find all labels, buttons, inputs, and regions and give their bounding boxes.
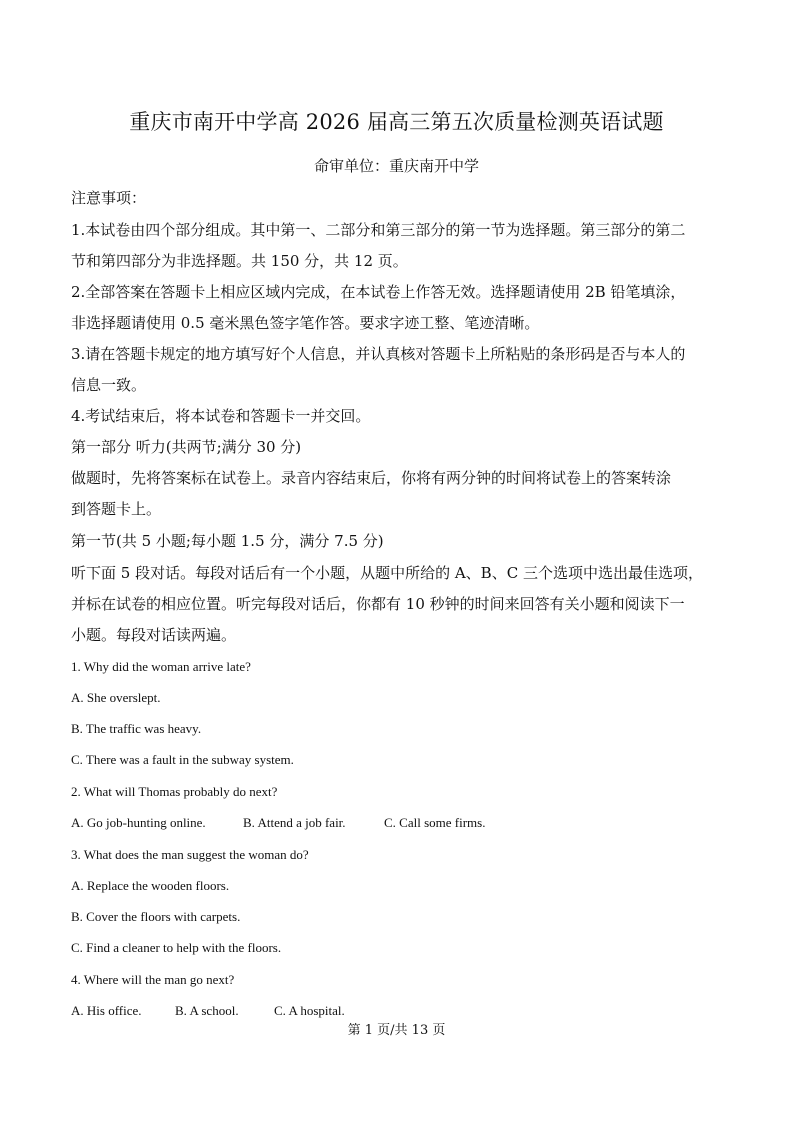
question-1-option-b: B. The traffic was heavy. <box>71 721 202 736</box>
section1-instructions-line-1: 听下面 5 段对话。每段对话后有一个小题，从题中所给的 A、B、C 三个选项中选出最佳选项， <box>71 564 703 582</box>
question-2-option-c: C. Call some firms. <box>384 815 486 830</box>
document-title: 重庆市南开中学高 2026 届高三第五次质量检测英语试题 <box>129 110 664 134</box>
question-3-option-b: B. Cover the floors with carpets. <box>71 909 241 924</box>
notice-2-line-2: 非选择题请使用 0.5 毫米黑色签字笔作答。要求字迹工整、笔迹清晰。 <box>71 314 540 332</box>
notice-2-line-1: 2.全部答案在答题卡上相应区域内完成，在本试卷上作答无效。选择题请使用 2B 铅笔填涂， <box>71 283 686 301</box>
question-3-option-a: A. Replace the wooden floors. <box>71 878 230 893</box>
notice-1-line-2: 节和第四部分为非选择题。共 150 分，共 12 页。 <box>71 252 408 270</box>
notice-3-line-1: 3.请在答题卡规定的地方填写好个人信息，并认真核对答题卡上所粘贴的条形码是否与本人的 <box>71 345 686 363</box>
question-4-stem: 4. Where will the man go next? <box>71 972 235 987</box>
question-4-option-b: B. A school. <box>175 1003 239 1018</box>
notice-3-line-2: 信息一致。 <box>71 376 147 394</box>
page-number-footer: 第 1 页/共 13 页 <box>347 1023 446 1038</box>
question-1-option-a: A. She overslept. <box>71 690 161 705</box>
question-2-options <box>71 814 723 832</box>
notice-heading: 注意事项： <box>71 189 147 207</box>
question-3-stem: 3. What does the man suggest the woman do? <box>71 847 309 862</box>
part1-instructions-line-2: 到答题卡上。 <box>71 500 162 518</box>
notice-4-line-1: 4.考试结束后，将本试卷和答题卡一并交回。 <box>71 407 371 425</box>
section1-instructions-line-2: 并标在试卷的相应位置。听完每段对话后，你都有 10 秒钟的时间来回答有关小题和阅读下一 <box>71 595 685 613</box>
question-4-options <box>71 1002 723 1020</box>
question-3-option-c: C. Find a cleaner to help with the floors. <box>71 940 282 955</box>
question-4-option-a: A. His office. <box>71 1003 142 1018</box>
question-1-option-c: C. There was a fault in the subway system. <box>71 752 294 767</box>
question-2-option-b: B. Attend a job fair. <box>243 815 346 830</box>
notice-1-line-1: 1.本试卷由四个部分组成。其中第一、二部分和第三部分的第一节为选择题。第三部分的第二 <box>71 221 686 239</box>
section1-instructions-line-3: 小题。每段对话读两遍。 <box>71 626 237 644</box>
part1-heading: 第一部分 听力(共两节;满分 30 分) <box>71 438 302 456</box>
question-2-option-a: A. Go job-hunting online. <box>71 815 206 830</box>
part1-instructions-line-1: 做题时，先将答案标在试卷上。录音内容结束后，你将有两分钟的时间将试卷上的答案转涂 <box>71 469 672 487</box>
question-4-option-c: C. A hospital. <box>274 1003 345 1018</box>
document-subtitle: 命审单位：重庆南开中学 <box>313 157 479 175</box>
section1-heading: 第一节(共 5 小题;每小题 1.5 分，满分 7.5 分) <box>71 532 384 550</box>
question-2-stem: 2. What will Thomas probably do next? <box>71 784 278 799</box>
question-1-stem: 1. Why did the woman arrive late? <box>71 659 251 674</box>
